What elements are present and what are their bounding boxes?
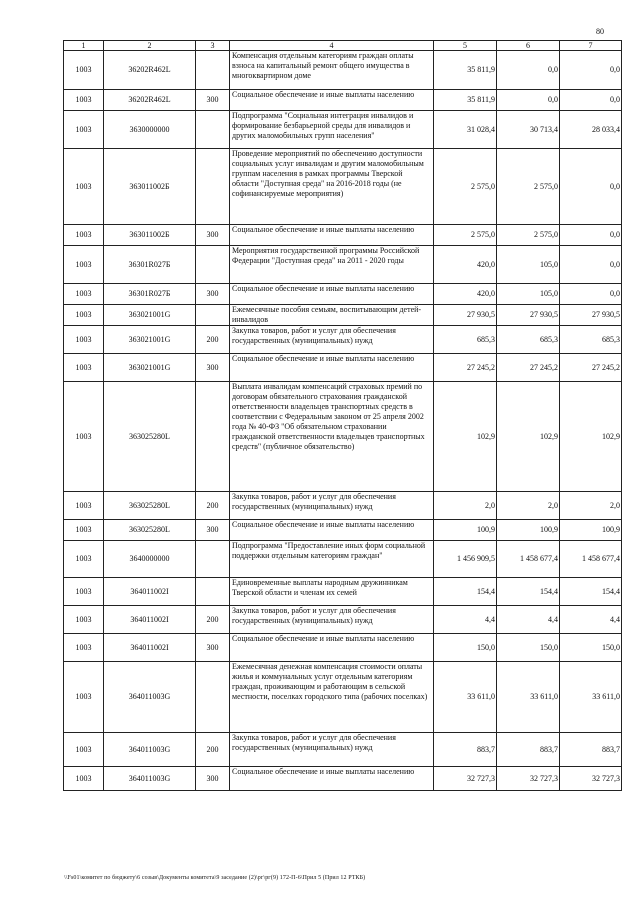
cell-amount-col6: 685,3	[497, 326, 560, 354]
cell-amount-col5: 420,0	[434, 284, 497, 305]
cell-amount-col5: 102,9	[434, 382, 497, 492]
table-row	[64, 246, 622, 284]
cell-amount-col6: 2,0	[497, 492, 560, 520]
cell-amount-col5: 154,4	[434, 578, 497, 606]
cell-expense-type: 200	[196, 492, 230, 520]
header-col-6: 6	[497, 41, 560, 51]
cell-expense-type	[196, 51, 230, 90]
cell-section: 1003	[64, 284, 104, 305]
cell-amount-col6: 100,9	[497, 520, 560, 541]
cell-amount-col6: 150,0	[497, 634, 560, 662]
cell-name: Единовременные выплаты народным дружинникам Тверской области и членам их семей	[230, 578, 434, 606]
cell-amount-col7: 33 611,0	[560, 662, 622, 733]
cell-section: 1003	[64, 149, 104, 225]
cell-target-code: 363021001G	[104, 326, 196, 354]
cell-name: Выплата инвалидам компенсаций страховых премий по договорам обязательного страхования гражданской ответственности владельцев транспортных средств в соответствии с Федеральным законом от 25 апреля 2002 года № 40-ФЗ "Об обязательном страховании гражданской ответственности владельцев транспортных средств" (публичное обязательство)	[230, 382, 434, 492]
table-row	[64, 90, 622, 111]
cell-name: Закупка товаров, работ и услуг для обеспечения государственных (муниципальных) нужд	[230, 733, 434, 767]
cell-amount-col6: 883,7	[497, 733, 560, 767]
cell-amount-col7: 0,0	[560, 284, 622, 305]
cell-amount-col5: 32 727,3	[434, 767, 497, 791]
cell-amount-col5: 2,0	[434, 492, 497, 520]
table-row	[64, 606, 622, 634]
table-row	[64, 578, 622, 606]
table-row	[64, 492, 622, 520]
cell-target-code: 36301R027Б	[104, 246, 196, 284]
cell-amount-col7: 32 727,3	[560, 767, 622, 791]
cell-amount-col7: 27 930,5	[560, 305, 622, 326]
cell-target-code: 363021001G	[104, 354, 196, 382]
cell-name: Социальное обеспечение и иные выплаты населению	[230, 767, 434, 791]
cell-amount-col5: 2 575,0	[434, 149, 497, 225]
table-row	[64, 51, 622, 90]
table-row	[64, 111, 622, 149]
cell-amount-col7: 102,9	[560, 382, 622, 492]
cell-expense-type: 300	[196, 520, 230, 541]
cell-amount-col6: 27 245,2	[497, 354, 560, 382]
cell-section: 1003	[64, 733, 104, 767]
cell-amount-col5: 31 028,4	[434, 111, 497, 149]
cell-amount-col5: 150,0	[434, 634, 497, 662]
cell-target-code: 364011003G	[104, 767, 196, 791]
cell-amount-col5: 685,3	[434, 326, 497, 354]
cell-amount-col6: 0,0	[497, 90, 560, 111]
cell-expense-type	[196, 305, 230, 326]
cell-amount-col7: 1 458 677,4	[560, 541, 622, 578]
cell-amount-col7: 0,0	[560, 225, 622, 246]
cell-amount-col6: 2 575,0	[497, 149, 560, 225]
cell-section: 1003	[64, 111, 104, 149]
table-row	[64, 662, 622, 733]
cell-target-code: 363025280L	[104, 382, 196, 492]
cell-section: 1003	[64, 520, 104, 541]
cell-name: Ежемесячные пособия семьям, воспитывающим детей-инвалидов	[230, 305, 434, 326]
cell-amount-col7: 0,0	[560, 149, 622, 225]
page-number: 80	[596, 27, 604, 36]
cell-amount-col6: 30 713,4	[497, 111, 560, 149]
cell-name: Социальное обеспечение и иные выплаты населению	[230, 354, 434, 382]
cell-amount-col6: 32 727,3	[497, 767, 560, 791]
cell-target-code: 3630000000	[104, 111, 196, 149]
cell-expense-type: 300	[196, 767, 230, 791]
cell-name: Подпрограмма "Социальная интеграция инвалидов и формирование безбарьерной среды для инвалидов и других маломобильных групп населения"	[230, 111, 434, 149]
cell-expense-type: 300	[196, 354, 230, 382]
cell-name: Социальное обеспечение и иные выплаты населению	[230, 520, 434, 541]
cell-amount-col7: 100,9	[560, 520, 622, 541]
cell-amount-col5: 27 245,2	[434, 354, 497, 382]
table-row	[64, 634, 622, 662]
cell-amount-col7: 0,0	[560, 51, 622, 90]
cell-amount-col6: 102,9	[497, 382, 560, 492]
header-col-5: 5	[434, 41, 497, 51]
cell-name: Закупка товаров, работ и услуг для обеспечения государственных (муниципальных) нужд	[230, 326, 434, 354]
table-row	[64, 520, 622, 541]
cell-amount-col5: 35 811,9	[434, 51, 497, 90]
cell-target-code: 3640000000	[104, 541, 196, 578]
header-col-1: 1	[64, 41, 104, 51]
cell-name: Мероприятия государственной программы Российской Федерации "Доступная среда" на 2011 - 2020 годы	[230, 246, 434, 284]
cell-section: 1003	[64, 767, 104, 791]
cell-name: Компенсация отдельным категориям граждан оплаты взноса на капитальный ремонт общего имущества в многоквартирном доме	[230, 51, 434, 90]
header-col-3: 3	[196, 41, 230, 51]
cell-amount-col6: 2 575,0	[497, 225, 560, 246]
cell-section: 1003	[64, 578, 104, 606]
cell-amount-col7: 883,7	[560, 733, 622, 767]
cell-section: 1003	[64, 382, 104, 492]
cell-name: Проведение мероприятий по обеспечению доступности социальных услуг инвалидам и другим маломобильным группам населения в рамках программы Тверской области "Доступная среда" на 2016-2018 годы (не софинансируемые мероприятия)	[230, 149, 434, 225]
cell-section: 1003	[64, 492, 104, 520]
cell-amount-col5: 2 575,0	[434, 225, 497, 246]
table-row	[64, 225, 622, 246]
cell-expense-type: 200	[196, 733, 230, 767]
cell-amount-col7: 0,0	[560, 246, 622, 284]
cell-name: Социальное обеспечение и иные выплаты населению	[230, 284, 434, 305]
cell-expense-type: 300	[196, 225, 230, 246]
cell-amount-col5: 883,7	[434, 733, 497, 767]
cell-name: Закупка товаров, работ и услуг для обеспечения государственных (муниципальных) нужд	[230, 606, 434, 634]
cell-name: Подпрограмма "Предоставление иных форм социальной поддержки отдельным категориям граждан"	[230, 541, 434, 578]
cell-amount-col5: 420,0	[434, 246, 497, 284]
cell-name: Закупка товаров, работ и услуг для обеспечения государственных (муниципальных) нужд	[230, 492, 434, 520]
cell-amount-col5: 35 811,9	[434, 90, 497, 111]
cell-target-code: 363025280L	[104, 520, 196, 541]
cell-target-code: 36202R462L	[104, 51, 196, 90]
cell-amount-col6: 27 930,5	[497, 305, 560, 326]
table-row	[64, 305, 622, 326]
table-row	[64, 284, 622, 305]
cell-amount-col6: 154,4	[497, 578, 560, 606]
cell-amount-col6: 105,0	[497, 284, 560, 305]
cell-expense-type	[196, 578, 230, 606]
cell-expense-type: 200	[196, 326, 230, 354]
cell-expense-type: 200	[196, 606, 230, 634]
cell-target-code: 364011002I	[104, 606, 196, 634]
cell-expense-type: 300	[196, 634, 230, 662]
cell-amount-col6: 105,0	[497, 246, 560, 284]
cell-amount-col5: 100,9	[434, 520, 497, 541]
cell-section: 1003	[64, 326, 104, 354]
cell-expense-type	[196, 149, 230, 225]
cell-name: Социальное обеспечение и иные выплаты населению	[230, 225, 434, 246]
cell-section: 1003	[64, 634, 104, 662]
cell-amount-col5: 4,4	[434, 606, 497, 634]
cell-target-code: 36301R027Б	[104, 284, 196, 305]
cell-section: 1003	[64, 541, 104, 578]
cell-amount-col6: 0,0	[497, 51, 560, 90]
table-row	[64, 354, 622, 382]
cell-expense-type	[196, 111, 230, 149]
cell-name: Ежемесячная денежная компенсация стоимости оплаты жилья и коммунальных услуг отдельным категориям граждан, проживающим и работающим в сельской местности, поселках городского типа (рабочих поселках)	[230, 662, 434, 733]
cell-section: 1003	[64, 305, 104, 326]
cell-amount-col7: 0,0	[560, 90, 622, 111]
cell-expense-type	[196, 382, 230, 492]
cell-expense-type: 300	[196, 284, 230, 305]
cell-target-code: 364011003G	[104, 662, 196, 733]
cell-amount-col7: 4,4	[560, 606, 622, 634]
cell-section: 1003	[64, 51, 104, 90]
cell-amount-col7: 28 033,4	[560, 111, 622, 149]
cell-name: Социальное обеспечение и иные выплаты населению	[230, 634, 434, 662]
cell-amount-col7: 2,0	[560, 492, 622, 520]
cell-amount-col5: 1 456 909,5	[434, 541, 497, 578]
cell-expense-type: 300	[196, 90, 230, 111]
cell-section: 1003	[64, 90, 104, 111]
cell-amount-col5: 27 930,5	[434, 305, 497, 326]
cell-target-code: 364011003G	[104, 733, 196, 767]
table-row	[64, 382, 622, 492]
cell-amount-col7: 154,4	[560, 578, 622, 606]
cell-section: 1003	[64, 225, 104, 246]
cell-section: 1003	[64, 662, 104, 733]
table-row	[64, 733, 622, 767]
cell-target-code: 36202R462L	[104, 90, 196, 111]
cell-target-code: 363011002Б	[104, 149, 196, 225]
cell-amount-col7: 685,3	[560, 326, 622, 354]
cell-target-code: 363025280L	[104, 492, 196, 520]
cell-amount-col6: 33 611,0	[497, 662, 560, 733]
footer-file-path: \\Fs01\комитет по бюджету\6 созыв\Документы комитета\9 заседание (2)\рг\рг(9) 172-П-6\Прил 5 (Прил 12 РТКБ)	[64, 875, 366, 881]
cell-target-code: 363021001G	[104, 305, 196, 326]
cell-expense-type	[196, 662, 230, 733]
cell-amount-col7: 27 245,2	[560, 354, 622, 382]
table-row	[64, 767, 622, 791]
cell-amount-col7: 150,0	[560, 634, 622, 662]
cell-amount-col6: 4,4	[497, 606, 560, 634]
header-col-2: 2	[104, 41, 196, 51]
cell-amount-col6: 1 458 677,4	[497, 541, 560, 578]
table-row	[64, 149, 622, 225]
cell-expense-type	[196, 246, 230, 284]
cell-section: 1003	[64, 606, 104, 634]
cell-name: Социальное обеспечение и иные выплаты населению	[230, 90, 434, 111]
budget-table	[63, 40, 622, 791]
cell-target-code: 364011002I	[104, 634, 196, 662]
table-row	[64, 326, 622, 354]
table-body	[64, 51, 622, 791]
cell-target-code: 364011002I	[104, 578, 196, 606]
header-row	[64, 41, 622, 51]
cell-section: 1003	[64, 246, 104, 284]
cell-expense-type	[196, 541, 230, 578]
cell-target-code: 363011002Б	[104, 225, 196, 246]
table-row	[64, 541, 622, 578]
header-col-7: 7	[560, 41, 622, 51]
cell-amount-col5: 33 611,0	[434, 662, 497, 733]
cell-section: 1003	[64, 354, 104, 382]
header-col-4: 4	[230, 41, 434, 51]
